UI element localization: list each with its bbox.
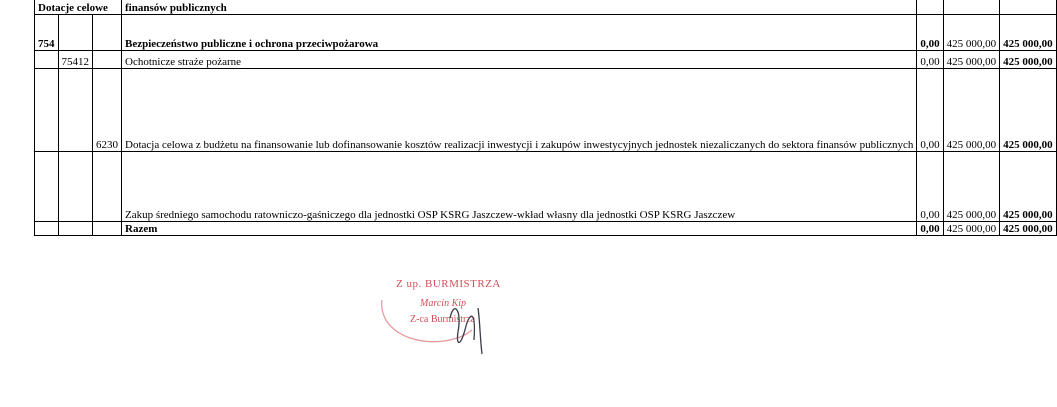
rozdzial-cell: [58, 152, 93, 222]
stamp-line-3: Z-ca Burmistrza: [410, 314, 476, 325]
description-cell: Bezpieczeństwo publiczne i ochrona przeciwpożarowa: [122, 15, 917, 51]
value-b-cell: 425 000,00: [943, 51, 1000, 69]
signature-stamp: [380, 270, 520, 370]
handwritten-signature: [380, 270, 520, 370]
total-blank-3: [93, 222, 122, 236]
table-row: [35, 51, 1057, 69]
rozdzial-cell: [58, 69, 93, 152]
value-c-cell: 425 000,00: [1000, 51, 1057, 69]
description-cell: Dotacja celowa z budżetu na finansowanie lub dofinansowanie kosztów realizacji inwestycji i zakupów inwestycyjnych jednostek niezaliczanych do sektora finansów publicznych: [122, 69, 917, 152]
value-b-cell: 425 000,00: [943, 69, 1000, 152]
description-cell: Zakup średniego samochodu ratowniczo-gaśniczego dla jednostki OSP KSRG Jaszczew-wkład własny dla jednostki OSP KSRG Jaszczew: [122, 152, 917, 222]
value-a-cell: 0,00: [917, 51, 943, 69]
total-blank-2: [58, 222, 93, 236]
dzial-cell: [35, 69, 59, 152]
stamp-line-2: Marcin Kip: [420, 298, 467, 309]
total-row: [35, 222, 1057, 236]
table-header-row: [35, 0, 1057, 15]
description-cell: Ochotnicze straże pożarne: [122, 51, 917, 69]
section-label: Dotacje celowe: [35, 0, 122, 15]
table-row: [35, 69, 1057, 152]
table-row: [35, 152, 1057, 222]
total-value-c: 425 000,00: [1000, 222, 1057, 236]
dzial-cell: 754: [35, 15, 59, 51]
rozdzial-cell: 75412: [58, 51, 93, 69]
header-cell-a: [917, 0, 943, 15]
total-label: Razem: [122, 222, 917, 236]
paragraf-cell: [93, 51, 122, 69]
value-a-cell: 0,00: [917, 152, 943, 222]
header-cell-c: [1000, 0, 1057, 15]
header-cell-b: [943, 0, 1000, 15]
dzial-cell: [35, 51, 59, 69]
value-b-cell: 425 000,00: [943, 152, 1000, 222]
dzial-cell: [35, 152, 59, 222]
total-value-b: 425 000,00: [943, 222, 1000, 236]
value-b-cell: 425 000,00: [943, 15, 1000, 51]
total-value-a: 0,00: [917, 222, 943, 236]
value-c-cell: 425 000,00: [1000, 69, 1057, 152]
paragraf-cell: 6230: [93, 69, 122, 152]
category-tail: finansów publicznych: [122, 0, 917, 15]
paragraf-cell: [93, 152, 122, 222]
stamp-line-1: Z up. BURMISTRZA: [396, 278, 501, 290]
value-a-cell: 0,00: [917, 15, 943, 51]
value-c-cell: 425 000,00: [1000, 15, 1057, 51]
value-a-cell: 0,00: [917, 69, 943, 152]
table-row: [35, 15, 1057, 51]
value-c-cell: 425 000,00: [1000, 152, 1057, 222]
paragraf-cell: [93, 15, 122, 51]
budget-table: [34, 0, 1057, 236]
total-blank-1: [35, 222, 59, 236]
rozdzial-cell: [58, 15, 93, 51]
